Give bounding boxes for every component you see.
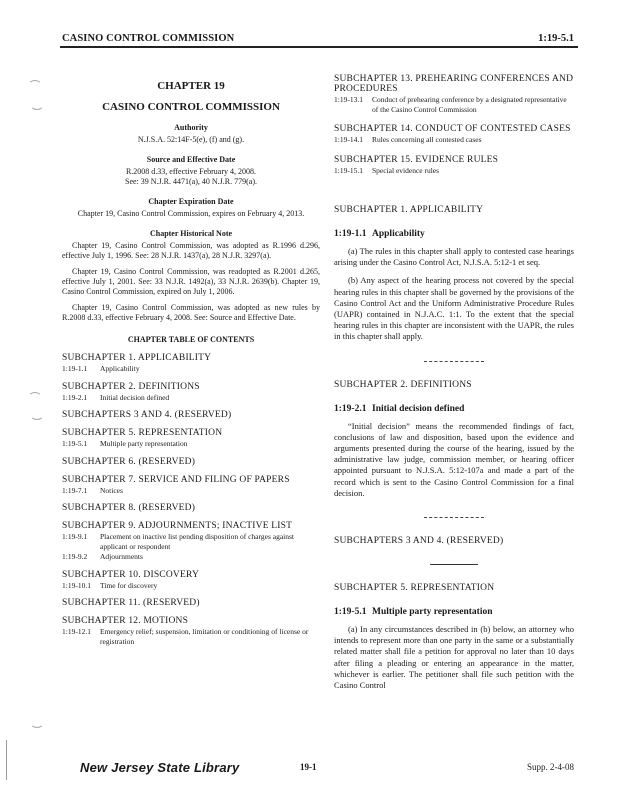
body-paragraph: “Initial decision” means the recommended findings of fact, conclusions of law and disposition, based upon the evidence and arguments presented during the course of the hearing, issued by the administrative law judge, commission member, or hearing officer appointed pursuant to N.J.S.A. 5:12-107a and made a part of the record which is sent to the Casino Control Commission for a final decision. [334,420,574,498]
toc-item[interactable] [334,135,574,145]
toc-item-number: 1:19-12.1 [62,627,91,636]
toc-item[interactable] [334,166,574,176]
margin-mark [28,392,42,404]
toc-subchapter[interactable]: SUBCHAPTER 2. DEFINITIONS [62,381,200,392]
toc-item-title: Emergency relief; suspension, limitation or conditioning of license or registration [100,627,309,646]
margin-mark [30,716,44,728]
history-paragraph: Chapter 19, Casino Control Commission, was adopted as new rules by R.2008 d.33, effective February 4, 2008. See: Source and Effective Date. [62,303,320,322]
toc-item-number: 1:19-9.2 [62,552,88,561]
toc-subchapter[interactable]: SUBCHAPTER 10. DISCOVERY [62,569,200,580]
toc-item-title: Adjournments [100,552,143,561]
toc-item[interactable] [62,486,320,496]
body-paragraph: (a) The rules in this chapter shall apply to contested case hearings arising under the Casino Control Act, N.J.S.A. 5:12-1 et seq. [334,246,574,268]
history-paragraph: Chapter 19, Casino Control Commission, was readopted as R.2001 d.265, effective July 1, 2001. See: 33 N.J.R. 1492(a), 33 N.J.R. 2639(b). Chapter 19, Casino Control Commission, expired on July 1, 2006. [62,267,320,296]
margin-mark [28,80,42,92]
expiration-heading: Chapter Expiration Date [148,197,234,206]
toc-item-title: Placement on inactive list pending disposition of charges against applicant or respondent [100,532,294,551]
margin-mark [6,740,7,780]
toc-item[interactable] [334,95,574,114]
toc-item-title: Multiple party representation [100,439,188,448]
section-number: 1:19-1.1 [334,229,367,239]
section-separator [430,564,478,565]
running-header-section: 1:19-5.1 [538,33,574,44]
margin-mark [30,408,44,420]
section-number: 1:19-2.1 [334,403,367,414]
section-heading [334,404,574,414]
toc-subchapter[interactable]: SUBCHAPTER 13. PREHEARING CONFERENCES AND PROCEDURES [334,74,574,94]
section-title: Initial decision defined [372,403,465,414]
chapter-subtitle: CASINO CONTROL COMMISSION [102,101,280,113]
toc-item-title: Applicability [100,364,140,373]
subchapter-heading: SUBCHAPTERS 3 AND 4. (RESERVED) [334,536,504,547]
toc-subchapter[interactable]: SUBCHAPTER 7. SERVICE AND FILING OF PAPERS [62,474,290,485]
section-title: Applicability [372,229,425,239]
library-watermark: New Jersey State Library [80,760,240,775]
header-rule [60,46,578,48]
body-paragraph: (b) Any aspect of the hearing process not covered by the special hearing rules in this chapter shall be governed by the provisions of the Casino Control Act and the Uniform Administrative Procedure Rules (UAPR) contained in N.J.A.C. 1:1. To the extent that the special hearing rules in this chapter are inconsistent with the UAPR, the rules in this chapter shall apply. [334,275,574,342]
authority-text: N.J.S.A. 52:14F-5(e), (f) and (g). [137,135,245,144]
toc-item-title: Conduct of prehearing conference by a designated representative of the Casino Control Commission [372,95,567,114]
toc-subchapter[interactable]: SUBCHAPTER 11. (RESERVED) [62,598,200,608]
supplement-date: Supp. 2-4-08 [527,762,574,772]
subchapter-heading: SUBCHAPTER 1. APPLICABILITY [334,205,484,215]
history-paragraph: Chapter 19, Casino Control Commission, was adopted as R.1996 d.296, effective July 1, 1996. See: 28 N.J.R. 1437(a), 28 N.J.R. 3297(a). [62,241,320,260]
toc-item[interactable] [62,439,320,449]
toc-item-number: 1:19-9.1 [62,532,88,541]
section-separator [424,517,484,518]
toc-item-title: Notices [100,485,123,495]
toc-subchapter[interactable]: SUBCHAPTER 15. EVIDENCE RULES [334,154,499,165]
source-line: See: 39 N.J.R. 4471(a), 40 N.J.R. 779(a). [125,177,257,186]
section-heading [334,607,574,617]
toc-item-number: 1:19-14.1 [334,135,363,144]
toc-item-number: 1:19-2.1 [62,392,88,402]
subchapter-heading: SUBCHAPTER 2. DEFINITIONS [334,379,472,390]
toc-item[interactable] [62,552,320,562]
toc-subchapter[interactable]: SUBCHAPTER 6. (RESERVED) [62,456,196,467]
section-separator [424,361,484,362]
subchapter-heading: SUBCHAPTER 5. REPRESENTATION [334,583,495,594]
section-title: Multiple party representation [372,607,493,618]
expiration-text: Chapter 19, Casino Control Commission, expires on February 4, 2013. [77,209,305,218]
toc-item-title: Time for discovery [100,580,158,590]
source-heading: Source and Effective Date [146,155,236,164]
right-column [334,74,574,691]
toc-item-title: Special evidence rules [372,165,440,175]
section-number: 1:19-5.1 [334,607,367,618]
toc-subchapter[interactable]: SUBCHAPTER 8. (RESERVED) [62,503,196,513]
toc-subchapter[interactable]: SUBCHAPTER 1. APPLICABILITY [62,353,212,363]
toc-item-title: Initial decision defined [100,392,170,402]
source-line: R.2008 d.33, effective February 4, 2008. [125,167,257,176]
section-heading [334,229,574,239]
margin-mark [30,98,44,110]
toc-item-number: 1:19-1.1 [62,364,88,373]
running-header-title: CASINO CONTROL COMMISSION [62,33,235,44]
toc-item[interactable] [62,627,320,646]
toc-item[interactable] [62,581,320,591]
toc-subchapter[interactable]: SUBCHAPTER 9. ADJOURNMENTS; INACTIVE LIST [62,521,293,531]
history-heading: Chapter Historical Note [149,229,233,238]
toc-item-number: 1:19-10.1 [62,580,91,590]
toc-item[interactable] [62,532,320,551]
chapter-title: CHAPTER 19 [157,80,225,92]
authority-heading: Authority [174,123,208,132]
toc-item-number: 1:19-13.1 [334,95,363,104]
body-paragraph: (a) In any circumstances described in (b) below, an attorney who intends to represent more than one party in the same or a substantially related matter shall file a petition for approval no later than 10 days after filing a pleading or entering an appearance in the matter, whichever is earlier. The petitioner shall file such petition with the Casino Control [334,624,574,691]
left-column [62,60,320,646]
toc-item-number: 1:19-5.1 [62,439,88,448]
toc-subchapter[interactable]: SUBCHAPTER 5. REPRESENTATION [62,428,223,438]
toc-subchapter[interactable]: SUBCHAPTER 14. CONDUCT OF CONTESTED CASES [334,124,571,134]
toc-item-number: 1:19-15.1 [334,165,363,175]
toc-subchapter[interactable]: SUBCHAPTER 12. MOTIONS [62,616,189,626]
page-number: 19-1 [300,762,317,772]
toc-subchapter[interactable]: SUBCHAPTERS 3 AND 4. (RESERVED) [62,410,232,420]
toc-item[interactable] [62,364,320,374]
toc-item[interactable] [62,393,320,403]
toc-heading: CHAPTER TABLE OF CONTENTS [127,335,255,344]
toc-item-title: Rules concerning all contested cases [372,135,482,144]
toc-item-number: 1:19-7.1 [62,485,88,495]
